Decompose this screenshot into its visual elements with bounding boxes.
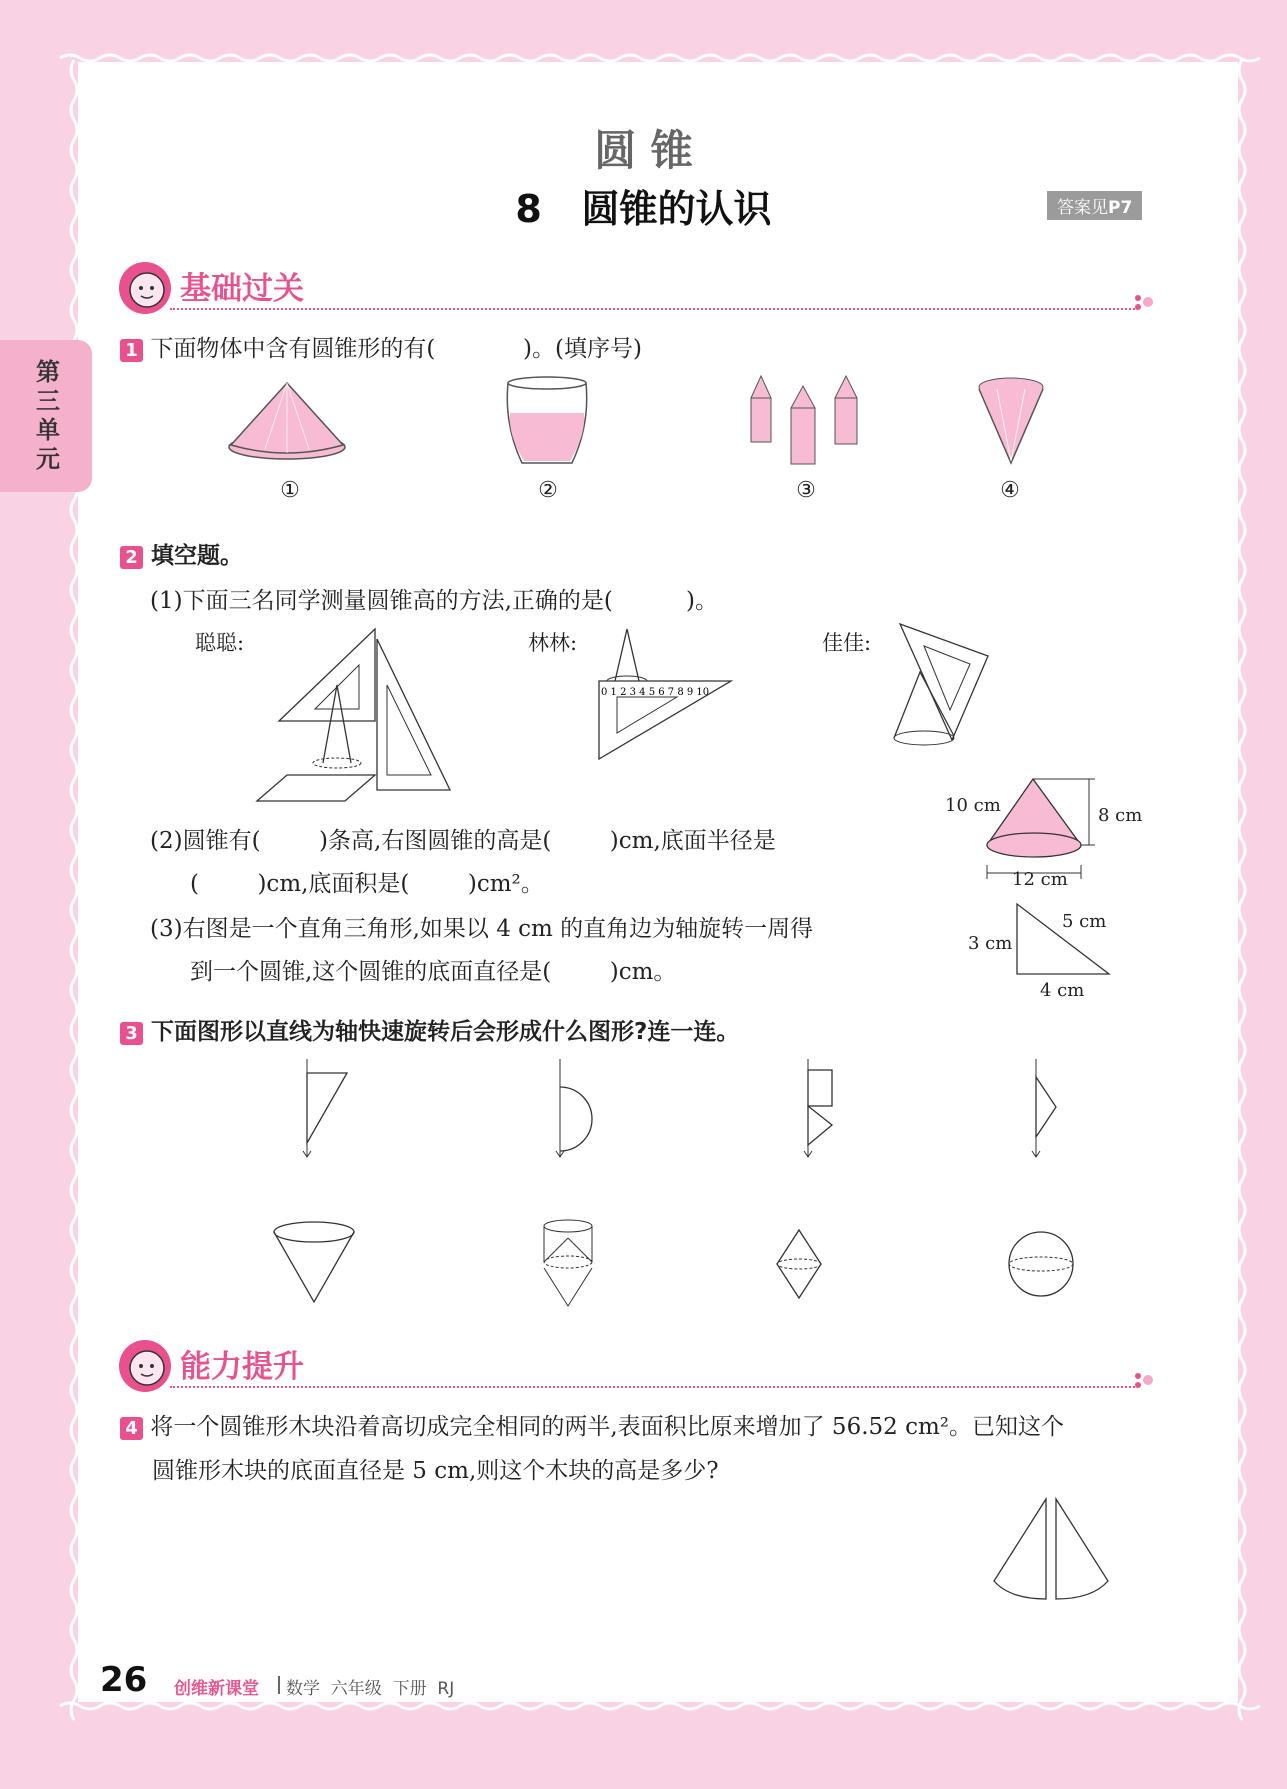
name-congcong: 聪聪: (195, 631, 245, 655)
decor-dots-icon (1130, 290, 1162, 314)
unit-side-tab-label: 第三单元 (36, 358, 60, 473)
q4-text-1: 将一个圆锥形木块沿着高切成完全相同的两半,表面积比原来增加了 56.52 cm²。已知这个 (150, 1414, 1065, 1440)
q1-caption-1: ① (280, 478, 300, 503)
hat-cone-image (225, 375, 355, 465)
footer-info: 数学 六年级 下册 RJ (286, 1679, 455, 1699)
cone-height-label: 8 cm (1098, 805, 1143, 826)
measure-method-jiajia (890, 620, 1000, 750)
section-title-advanced: 能力提升 (180, 1349, 304, 1385)
unit-title: 圆 锥 (594, 126, 693, 175)
q3-heading (120, 1013, 739, 1046)
cartoon-student-icon (117, 260, 173, 316)
section-title-basic: 基础过关 (180, 271, 304, 307)
q4-line1 (120, 1408, 1064, 1441)
plane-shape-rect-triangle (796, 1055, 856, 1160)
answer-ref-page: P7 (1108, 198, 1133, 218)
q1-number: 1 (120, 339, 143, 362)
q2-part3-line2: 到一个圆锥,这个圆锥的底面直径是( )cm。 (190, 959, 677, 985)
q2-part2-line1: (2)圆锥有( )条高,右图圆锥的高是( )cm,底面半径是 (150, 828, 776, 854)
q2-heading (120, 537, 243, 570)
svg-text:0 1 2 3 4 5 6 7 8 9 10: 0 1 2 3 4 5 6 7 8 9 10 (601, 687, 710, 698)
q1-caption-4: ④ (1000, 478, 1020, 503)
q2-part1-text: (1)下面三名同学测量圆锥高的方法,正确的是( )。 (150, 588, 718, 614)
cone-slant-label: 10 cm (945, 795, 1001, 816)
measure-method-linlin (595, 625, 735, 763)
cup-image (502, 375, 592, 470)
q4-number: 4 (120, 1417, 143, 1440)
name-linlin: 林林: (528, 631, 578, 655)
decor-dots-icon-2 (1130, 1368, 1162, 1392)
cone-diameter-label: 12 cm (1012, 869, 1068, 890)
lesson-title: 8 圆锥的认识 (515, 187, 772, 231)
q4-line2: 圆锥形木块的底面直径是 5 cm,则这个木块的高是多少? (152, 1458, 719, 1484)
answer-reference-badge[interactable] (1047, 191, 1142, 220)
q2-number: 2 (120, 546, 143, 569)
q2-part2-line2: ( )cm,底面积是( )cm²。 (190, 871, 544, 897)
q1-caption-2: ② (538, 478, 558, 503)
footer-brand: 创维新课堂 (174, 1679, 259, 1699)
unit-side-tab[interactable] (0, 340, 92, 492)
answer-ref-prefix: 答案见 (1057, 198, 1108, 218)
triangle-leg-h-label: 4 cm (1040, 980, 1085, 1001)
solid-sphere (1005, 1228, 1077, 1300)
q2-part3-line1: (3)右图是一个直角三角形,如果以 4 cm 的直角边为轴旋转一周得 (150, 916, 814, 942)
footer-separator (278, 1676, 280, 1694)
solid-cone (270, 1220, 360, 1305)
plane-shape-double-triangle (1020, 1055, 1080, 1160)
split-cone-diagram (990, 1495, 1115, 1605)
name-jiajia: 佳佳: (822, 631, 872, 655)
solid-double-cone (775, 1228, 825, 1300)
plane-shape-triangle (295, 1055, 355, 1160)
q3-number: 3 (120, 1022, 143, 1045)
section-divider (170, 308, 1135, 310)
measure-method-congcong (255, 625, 460, 805)
triangle-leg-v-label: 3 cm (968, 933, 1013, 954)
q1-text: 下面物体中含有圆锥形的有( )。(填序号) (150, 336, 642, 362)
solid-cylinder-cones (538, 1218, 598, 1313)
pencils-image (745, 372, 865, 472)
q1-prompt (120, 330, 642, 363)
q3-text: 下面图形以直线为轴快速旋转后会形成什么图形?连一连。 (151, 1019, 740, 1045)
plane-shape-semicircle (548, 1055, 608, 1160)
section-divider-2 (170, 1386, 1135, 1388)
q2-title: 填空题。 (151, 543, 244, 569)
page-number: 26 (100, 1660, 148, 1700)
cartoon-girl-icon (117, 1338, 173, 1394)
q1-caption-3: ③ (796, 478, 816, 503)
triangle-hyp-label: 5 cm (1062, 911, 1107, 932)
ice-cream-cone-image (975, 375, 1050, 470)
